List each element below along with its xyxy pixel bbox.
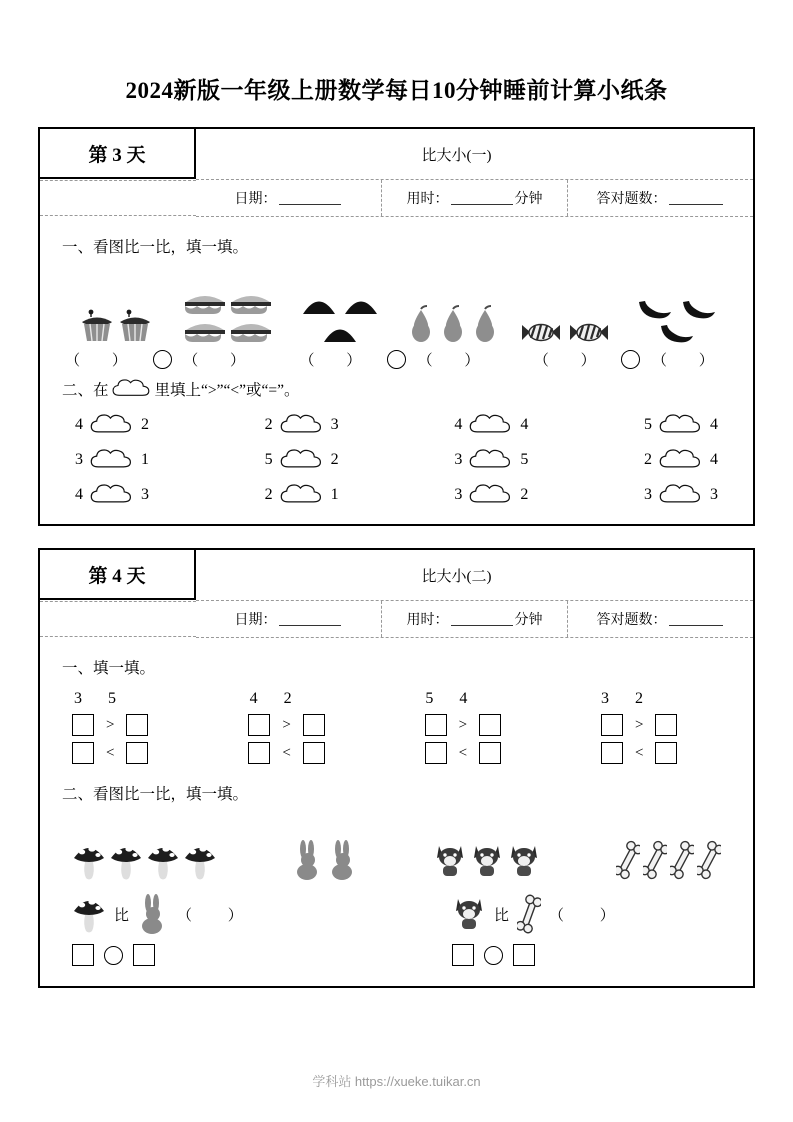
- number-pair: [70, 690, 184, 708]
- answer-box[interactable]: [72, 714, 94, 736]
- burger-group: [180, 291, 276, 345]
- answer-paren[interactable]: （ ）: [183, 353, 260, 369]
- right-number: 3: [141, 486, 149, 503]
- cloud-compare-item: [262, 482, 342, 508]
- final-expression-right: [452, 944, 535, 966]
- right-number: 2: [330, 451, 339, 468]
- answer-paren[interactable]: （ ）: [299, 353, 376, 369]
- compare-circle[interactable]: [104, 946, 123, 965]
- left-number: 2: [643, 451, 652, 468]
- left-number: 5: [643, 416, 652, 433]
- cloud-column: [72, 412, 152, 508]
- day3-q1-title: 一、看图比一比，填一填。: [62, 239, 249, 256]
- pear-icon: [406, 305, 436, 345]
- number-pair: [597, 690, 711, 708]
- day3-body: [40, 217, 753, 524]
- left-number: 3: [454, 451, 463, 468]
- day4-number-pairs: [58, 688, 735, 708]
- answer-box[interactable]: [655, 714, 677, 736]
- cloud-compare-item: [72, 482, 152, 508]
- watermelon-icon: [341, 291, 381, 317]
- right-number: 5: [520, 451, 529, 468]
- answer-box[interactable]: [479, 742, 501, 764]
- number-pair: [246, 690, 360, 708]
- answer-box[interactable]: [72, 742, 94, 764]
- left-number: 3: [75, 451, 83, 468]
- day4-body: [40, 638, 753, 986]
- operator-less: <: [282, 744, 291, 761]
- day4-animal-row: [58, 814, 735, 882]
- day3-date-field[interactable]: [196, 180, 381, 216]
- compare-unit-dog-bone: [452, 892, 631, 936]
- number-a: 3: [74, 690, 82, 707]
- cloud-blank[interactable]: [89, 482, 135, 508]
- bone-icon: [670, 838, 694, 882]
- pear-icon: [438, 305, 468, 345]
- dog-icon: [452, 893, 486, 935]
- day3-q2-title: [62, 378, 735, 400]
- answer-box[interactable]: [72, 944, 94, 966]
- banana-icon: [678, 299, 720, 321]
- answer-box[interactable]: [513, 944, 535, 966]
- day3-time-field[interactable]: [381, 180, 567, 216]
- day4-final-row: [58, 936, 735, 970]
- operator-greater: >: [634, 716, 644, 733]
- correct-label: 答对题数：: [596, 192, 667, 207]
- mushroom-group: [72, 840, 217, 882]
- minutes-label: 分钟: [514, 613, 543, 628]
- rabbit-icon: [137, 892, 169, 936]
- day3-meta-row: [196, 179, 753, 217]
- answer-paren[interactable]: （ ）: [65, 353, 141, 369]
- answer-box[interactable]: [479, 714, 501, 736]
- bone-icon: [643, 838, 667, 882]
- answer-paren[interactable]: （ ）: [417, 353, 494, 369]
- correct-label: 答对题数：: [596, 613, 667, 628]
- pear-group: [405, 305, 501, 345]
- compare-circle[interactable]: [621, 350, 640, 369]
- watermelon-icon: [320, 319, 360, 345]
- answer-box[interactable]: [126, 742, 148, 764]
- cloud-blank[interactable]: [658, 412, 704, 438]
- day4-q2-title: 二、看图比一比，填一填。: [62, 786, 249, 803]
- cloud-column: [641, 412, 721, 508]
- time-blank[interactable]: [451, 612, 513, 626]
- day4-less-row: [58, 736, 735, 764]
- greater-expression: [599, 714, 711, 736]
- answer-box[interactable]: [452, 944, 474, 966]
- cloud-compare-item: [641, 412, 721, 438]
- banana-icon: [656, 323, 698, 345]
- cloud-blank[interactable]: [89, 447, 135, 473]
- cloud-compare-item: [451, 447, 531, 473]
- less-expression: [246, 742, 358, 764]
- greater-expression: [423, 714, 535, 736]
- rabbit-icon: [292, 838, 324, 882]
- bone-icon: [517, 892, 541, 936]
- number-b: 4: [459, 690, 468, 707]
- answer-box[interactable]: [248, 742, 270, 764]
- day4-meta-left-filler: [40, 601, 196, 637]
- day3-correct-field[interactable]: [567, 180, 753, 216]
- answer-paren[interactable]: （ ）: [533, 353, 610, 369]
- date-label: 日期：: [234, 192, 277, 207]
- greater-expression: [246, 714, 358, 736]
- answer-box[interactable]: [601, 742, 623, 764]
- time-blank[interactable]: [451, 191, 513, 205]
- cloud-compare-item: [262, 447, 342, 473]
- cupcake-icon: [117, 305, 153, 345]
- left-number: 5: [264, 451, 273, 468]
- day4-label: 第 4 天: [38, 548, 196, 600]
- date-blank[interactable]: [279, 612, 341, 626]
- day3-subject: 比大小(一): [421, 147, 492, 164]
- time-label: 用时：: [406, 192, 449, 207]
- cloud-blank[interactable]: [89, 412, 135, 438]
- right-number: 4: [709, 451, 718, 468]
- cloud-icon: [111, 378, 153, 400]
- footer-watermark: 学科站 https://xueke.tuikar.cn: [312, 1074, 481, 1089]
- mushroom-icon: [146, 840, 180, 882]
- cloud-compare-item: [451, 482, 531, 508]
- left-number: 2: [264, 416, 273, 433]
- greater-expression: [70, 714, 182, 736]
- right-number: 1: [330, 486, 339, 503]
- left-number: 2: [264, 486, 273, 503]
- left-number: 4: [75, 416, 83, 433]
- compare-unit-mushroom-rabbit: [72, 892, 452, 936]
- left-number: 3: [454, 486, 463, 503]
- q2-title-part-a: 二、在: [62, 382, 109, 399]
- cloud-blank[interactable]: [658, 447, 704, 473]
- day4-greater-row: [58, 708, 735, 736]
- answer-box[interactable]: [425, 742, 447, 764]
- candy-icon: [518, 321, 564, 345]
- number-b: 2: [283, 690, 292, 707]
- cloud-blank[interactable]: [279, 447, 325, 473]
- left-number: 3: [643, 486, 652, 503]
- final-expression-left: [72, 944, 452, 966]
- number-a: 5: [425, 690, 434, 707]
- cloud-compare-item: [72, 412, 152, 438]
- right-number: 4: [709, 416, 718, 433]
- operator-less: <: [106, 744, 115, 761]
- mushroom-icon: [72, 840, 106, 882]
- compare-circle[interactable]: [153, 350, 172, 369]
- compare-circle[interactable]: [387, 350, 406, 369]
- day4-date-field[interactable]: [196, 601, 381, 637]
- banana-group: [629, 299, 725, 345]
- operator-greater: >: [282, 716, 291, 733]
- bone-icon: [616, 838, 640, 882]
- correct-blank[interactable]: [669, 191, 723, 205]
- right-number: 3: [709, 486, 718, 503]
- correct-blank[interactable]: [669, 612, 723, 626]
- mushroom-icon: [183, 840, 217, 882]
- page-title: 2024新版一年级上册数学每日10分钟睡前计算小纸条: [125, 78, 668, 103]
- cloud-column: [262, 412, 342, 508]
- cloud-blank[interactable]: [468, 482, 514, 508]
- banana-icon: [634, 299, 676, 321]
- minutes-label: 分钟: [514, 192, 543, 207]
- time-label: 用时：: [406, 613, 449, 628]
- cloud-blank[interactable]: [279, 412, 325, 438]
- compare-answer-paren[interactable]: （ ）: [177, 907, 259, 924]
- less-expression: [599, 742, 711, 764]
- day3-label: 第 3 天: [38, 127, 196, 179]
- day4-q1-title: 一、填一填。: [62, 660, 156, 677]
- number-a: 3: [600, 690, 609, 707]
- cloud-blank[interactable]: [658, 482, 704, 508]
- answer-box[interactable]: [655, 742, 677, 764]
- dog-group: [433, 840, 541, 882]
- right-number: 4: [520, 416, 529, 433]
- compare-answer-paren[interactable]: （ ）: [549, 907, 631, 924]
- compare-word: 比: [494, 907, 510, 924]
- mushroom-icon: [72, 893, 106, 935]
- burger-icon: [183, 319, 227, 345]
- cupcake-group: [68, 305, 164, 345]
- day4-time-field[interactable]: [381, 601, 567, 637]
- left-number: 4: [454, 416, 463, 433]
- rabbit-group: [292, 838, 359, 882]
- watermelon-group: [292, 291, 388, 345]
- answer-box[interactable]: [601, 714, 623, 736]
- date-blank[interactable]: [279, 191, 341, 205]
- dog-icon: [470, 840, 504, 882]
- cloud-blank[interactable]: [279, 482, 325, 508]
- dog-icon: [507, 840, 541, 882]
- answer-box[interactable]: [126, 714, 148, 736]
- cloud-compare-item: [641, 482, 721, 508]
- bone-icon: [697, 838, 721, 882]
- burger-icon: [183, 291, 227, 317]
- number-b: 2: [634, 690, 643, 707]
- cloud-compare-item: [641, 447, 721, 473]
- pear-icon: [470, 305, 500, 345]
- answer-box[interactable]: [303, 742, 325, 764]
- cloud-compare-item: [72, 447, 152, 473]
- day4-compare-row: [58, 882, 735, 936]
- operator-greater: >: [106, 716, 115, 733]
- spacer: [271, 351, 288, 368]
- cupcake-icon: [79, 305, 115, 345]
- compare-word: 比: [114, 907, 130, 924]
- less-expression: [423, 742, 535, 764]
- right-number: 3: [330, 416, 339, 433]
- day4-card: [38, 548, 755, 988]
- cloud-column: [451, 412, 531, 508]
- bone-group: [616, 838, 721, 882]
- q2-title-part-b: 里填上“>”“<”或“=”。: [154, 382, 300, 399]
- dog-icon: [433, 840, 467, 882]
- answer-box[interactable]: [425, 714, 447, 736]
- answer-box[interactable]: [303, 714, 325, 736]
- number-b: 5: [108, 690, 116, 707]
- day3-meta-left-filler: [40, 180, 196, 216]
- number-a: 4: [249, 690, 258, 707]
- cloud-compare-item: [451, 412, 531, 438]
- day3-cloud-grid: [58, 410, 735, 508]
- compare-circle[interactable]: [484, 946, 503, 965]
- day3-card: [38, 127, 755, 526]
- day4-subject: 比大小(二): [421, 568, 492, 585]
- operator-greater: >: [458, 716, 468, 733]
- operator-less: <: [634, 744, 644, 761]
- candy-icon: [566, 321, 612, 345]
- mushroom-icon: [109, 840, 143, 882]
- right-number: 2: [520, 486, 529, 503]
- day4-correct-field[interactable]: [567, 601, 753, 637]
- answer-paren[interactable]: （ ）: [652, 353, 728, 369]
- right-number: 1: [141, 451, 149, 468]
- operator-less: <: [458, 744, 468, 761]
- right-number: 2: [141, 416, 149, 433]
- cloud-blank[interactable]: [468, 447, 514, 473]
- date-label: 日期：: [234, 613, 277, 628]
- less-expression: [70, 742, 182, 764]
- rabbit-icon: [327, 838, 359, 882]
- burger-icon: [229, 291, 273, 317]
- candy-group: [517, 321, 613, 345]
- day4-meta-row: [196, 600, 753, 638]
- day3-picture-row: [58, 267, 735, 345]
- day3-q1-answer-row: [58, 345, 735, 372]
- burger-icon: [229, 319, 273, 345]
- watermelon-icon: [299, 291, 339, 317]
- left-number: 4: [75, 486, 83, 503]
- cloud-blank[interactable]: [468, 412, 514, 438]
- day3-header: [40, 129, 753, 179]
- cloud-compare-item: [262, 412, 342, 438]
- answer-box[interactable]: [133, 944, 155, 966]
- day4-header: [40, 550, 753, 600]
- answer-box[interactable]: [248, 714, 270, 736]
- number-pair: [421, 690, 535, 708]
- spacer: [505, 351, 522, 368]
